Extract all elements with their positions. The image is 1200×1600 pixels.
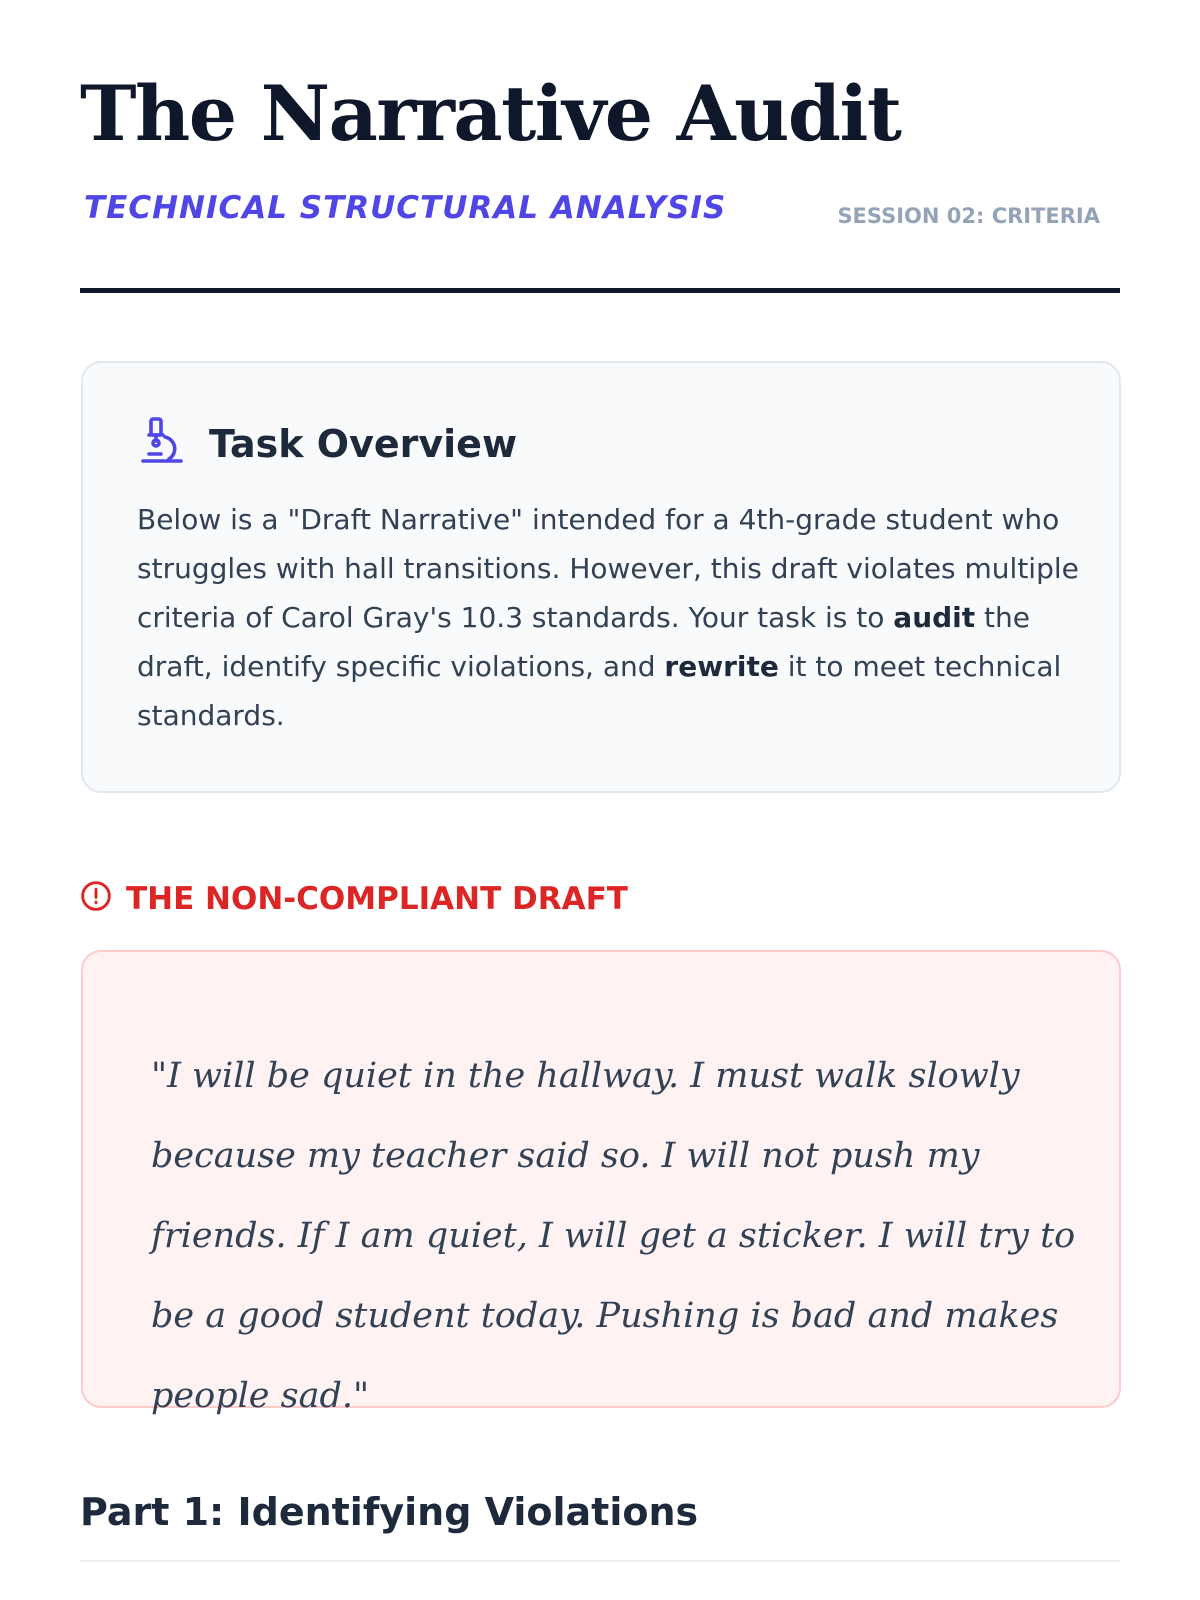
alert-circle-icon (80, 880, 112, 917)
task-overview-title: Task Overview (209, 421, 518, 466)
task-overview-text (137, 495, 1097, 740)
overview-emphasis-rewrite: rewrite (664, 650, 779, 683)
page-title: The Narrative Audit (80, 69, 901, 158)
part1-divider (80, 1560, 1120, 1562)
overview-text-part: Below is a "Draft Narrative" intended for a 4th-grade student who struggles with hall transitions. However, this draft violates multiple criteria of Carol Gray's 10.3 standards. Your task is to (137, 503, 1079, 634)
microscope-icon (139, 415, 187, 472)
page-subtitle: TECHNICAL STRUCTURAL ANALYSIS (84, 190, 727, 226)
draft-narrative-box (81, 950, 1121, 1416)
session-label: SESSION 02: CRITERIA (837, 204, 1100, 228)
task-overview-card (81, 361, 1121, 793)
draft-narrative-quote: "I will be quiet in the hallway. I must walk slowly because my teacher said so. I will not push my friends. If I am quiet, I will get a sticker. I will try to be a good student today. Pushing is bad and makes people sad." (151, 1056, 1076, 1416)
overview-text-part: the draft, identify specific violations, and (137, 601, 1031, 683)
overview-emphasis-audit: audit (893, 601, 976, 634)
overview-text-part: it to meet technical standards. (137, 650, 1062, 732)
part1-heading: Part 1: Identifying Violations (80, 1490, 699, 1534)
header-divider (80, 288, 1120, 293)
task-overview-header (139, 415, 517, 472)
draft-label-text: THE NON-COMPLIANT DRAFT (126, 880, 628, 917)
draft-section-label (80, 880, 628, 917)
